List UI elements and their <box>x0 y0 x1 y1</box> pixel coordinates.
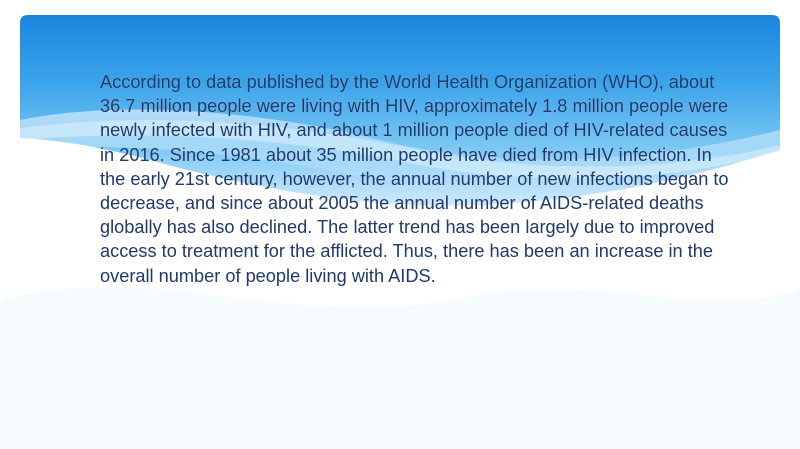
body-paragraph: According to data published by the World Health Organization (WHO), about 36.7 million people were living with HIV, approximately 1.8 million people were newly infected with HIV, and about 1 million people died of HIV-related causes in 2016. Since 1981 about 35 million people have died from HIV infection. In the early 21st century, however, the annual number of new infections began to decrease, and since about 2005 the annual number of AIDS-related deaths globally has also declined. The latter trend has been largely due to improved access to treatment for the afflicted. Thus, there has been an increase in the overall number of people living with AIDS. <box>100 72 729 286</box>
wave-texture <box>0 287 800 449</box>
